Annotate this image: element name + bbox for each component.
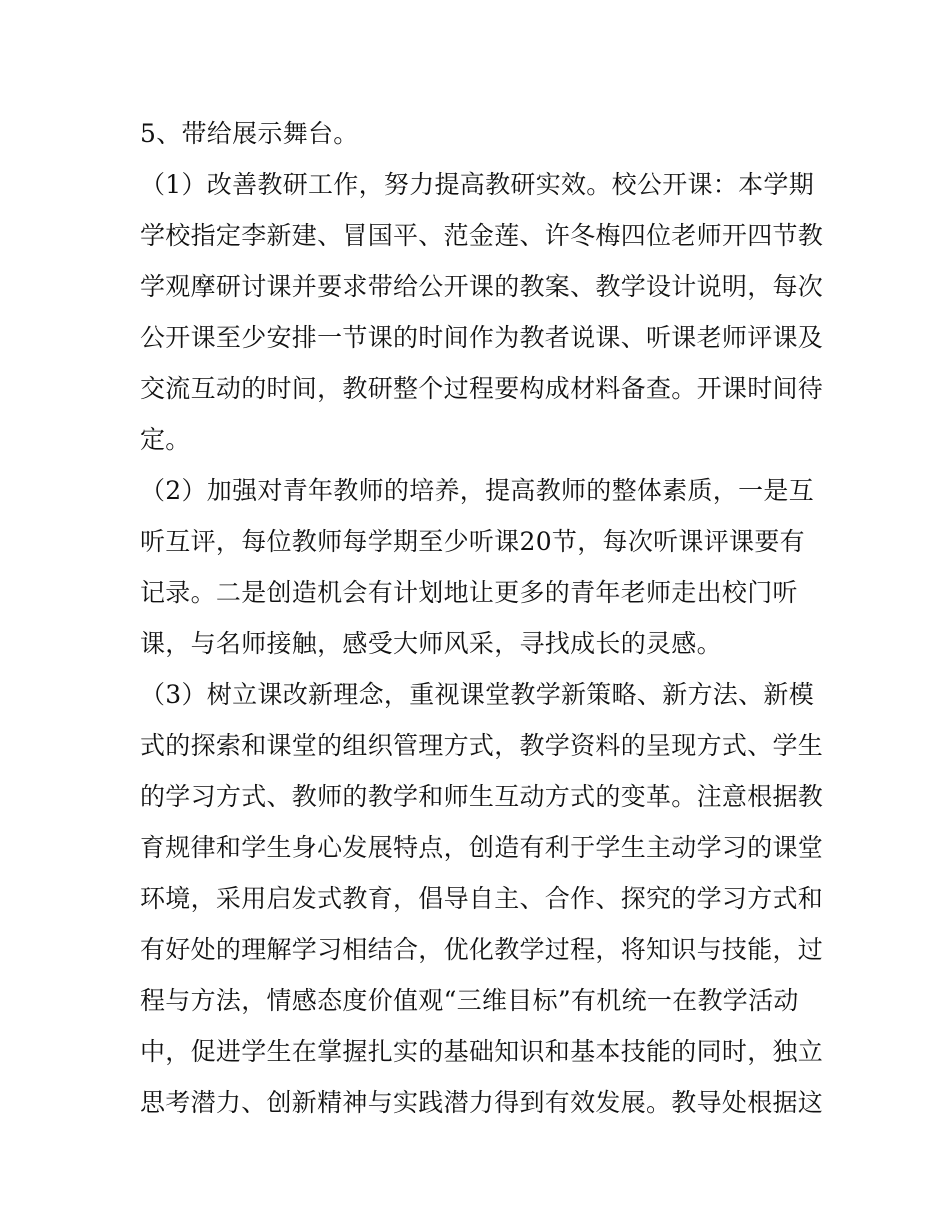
text-line: （2）加强对青年教师的培养，提高教师的整体素质，一是互 (140, 476, 815, 505)
text-line: 程与方法，情感态度价值观“三维目标”有机统一在教学活动 (140, 986, 799, 1015)
text-line: 课，与名师接触，感受大师风采，寻找成长的灵感。 (140, 629, 722, 658)
text-line: 定。 (140, 425, 191, 454)
text-line: 有好处的理解学习相结合，优化教学过程，将知识与技能，过 (140, 935, 824, 964)
section-heading: 5、带给展示舞台。 (140, 119, 359, 148)
text-line: 学校指定李新建、冒国平、范金莲、许冬梅四位老师开四节教 (140, 221, 824, 250)
text-line: 记录。二是创造机会有计划地让更多的青年老师走出校门听 (140, 578, 798, 607)
text-line: 育规律和学生身心发展特点，创造有利于学生主动学习的课堂 (140, 833, 824, 862)
text-line: 的学习方式、教师的教学和师生互动方式的变革。注意根据教 (140, 782, 824, 811)
text-line: （3）树立课改新理念，重视课堂教学新策略、新方法、新模 (140, 680, 815, 709)
text-line: 思考潜力、创新精神与实践潜力得到有效发展。教导处根据这 (140, 1088, 824, 1117)
text-line: 听互评，每位教师每学期至少听课20节，每次听课评课要有 (140, 527, 805, 556)
text-line: 交流互动的时间，教研整个过程要构成材料备查。开课时间待 (140, 374, 824, 403)
text-line: 学观摩研讨课并要求带给公开课的教案、教学设计说明，每次 (140, 272, 824, 301)
text-line: 环境，采用启发式教育，倡导自主、合作、探究的学习方式和 (140, 884, 824, 913)
text-line: 式的探索和课堂的组织管理方式，教学资料的呈现方式、学生 (140, 731, 824, 760)
document-body (140, 108, 824, 1128)
text-line: （1）改善教研工作，努力提高教研实效。校公开课：本学期 (140, 170, 815, 199)
text-line: 中，促进学生在掌握扎实的基础知识和基本技能的同时，独立 (140, 1037, 824, 1066)
text-line: 公开课至少安排一节课的时间作为教者说课、听课老师评课及 (140, 323, 824, 352)
